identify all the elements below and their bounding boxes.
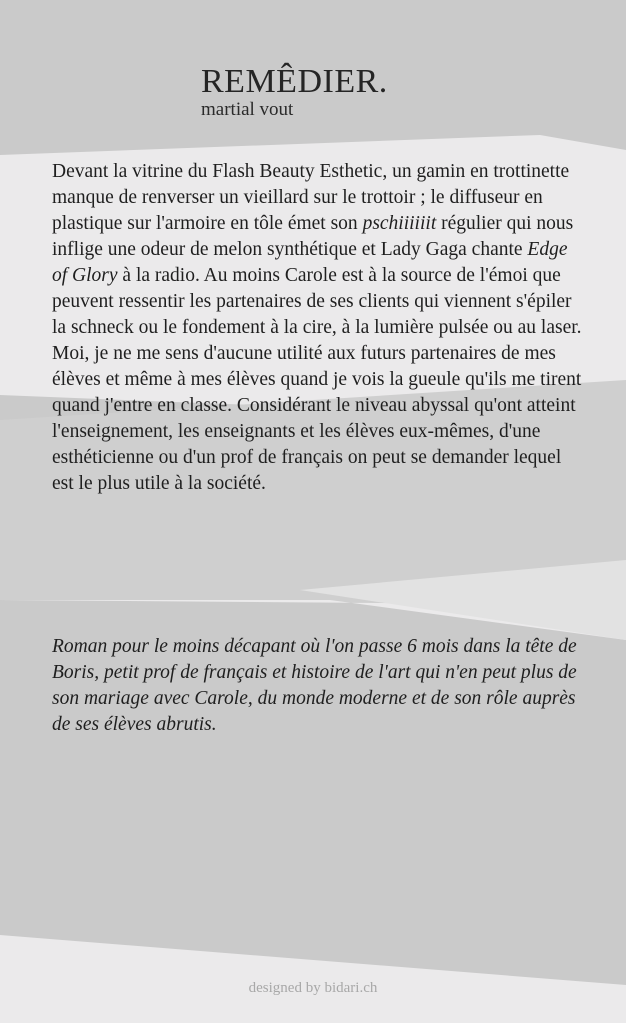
author-name: martial vout (201, 99, 294, 120)
book-title: REMÊDIER. (201, 63, 388, 100)
excerpt-part-3: à la radio. Au moins Carole est à la source de l'émoi que peuvent ressentir les partenaires de ses clients qui viennent s'épiler la schneck ou le fondement à la cire, à la lumière pulsée ou au laser. Moi, je ne me sens d'aucune utilité aux futurs partenaires de mes élèves et même à mes élèves quand je vois la gueule qu'ils me tirent quand j'entre en classe. Considérant le niveau abyssal qu'ont atteint l'enseignement, les enseignants et les élèves eux-mêmes, d'une esthéticienne ou d'un prof de français on peut se demander lequel est le plus utile à la société. (52, 265, 582, 494)
title-block (201, 62, 388, 121)
designer-credit: designed by bidari.ch (248, 980, 378, 996)
excerpt-part-1: Devant la vitrine du Flash Beauty Esthetic, un gamin en trottinette manque de renverser un vieillard sur le trottoir ; le diffuseur en plastique sur l'armoire en tôle émet son (52, 161, 570, 234)
excerpt-paragraph (52, 159, 582, 497)
blurb-text: Roman pour le moins décapant où l'on passe 6 mois dans la tête de Boris, petit prof de français et histoire de l'art qui n'en peut plus de son mariage avec Carole, du monde moderne et de son rôle auprès de ses élèves abrutis. (52, 636, 577, 735)
excerpt-italic-song: Edge of Glory (52, 239, 568, 286)
excerpt-part-2: régulier qui nous inflige une odeur de melon synthétique et Lady Gaga chante (52, 213, 574, 260)
excerpt-italic-sound: pschiiiiiit (362, 213, 437, 234)
excerpt-text (52, 159, 582, 497)
